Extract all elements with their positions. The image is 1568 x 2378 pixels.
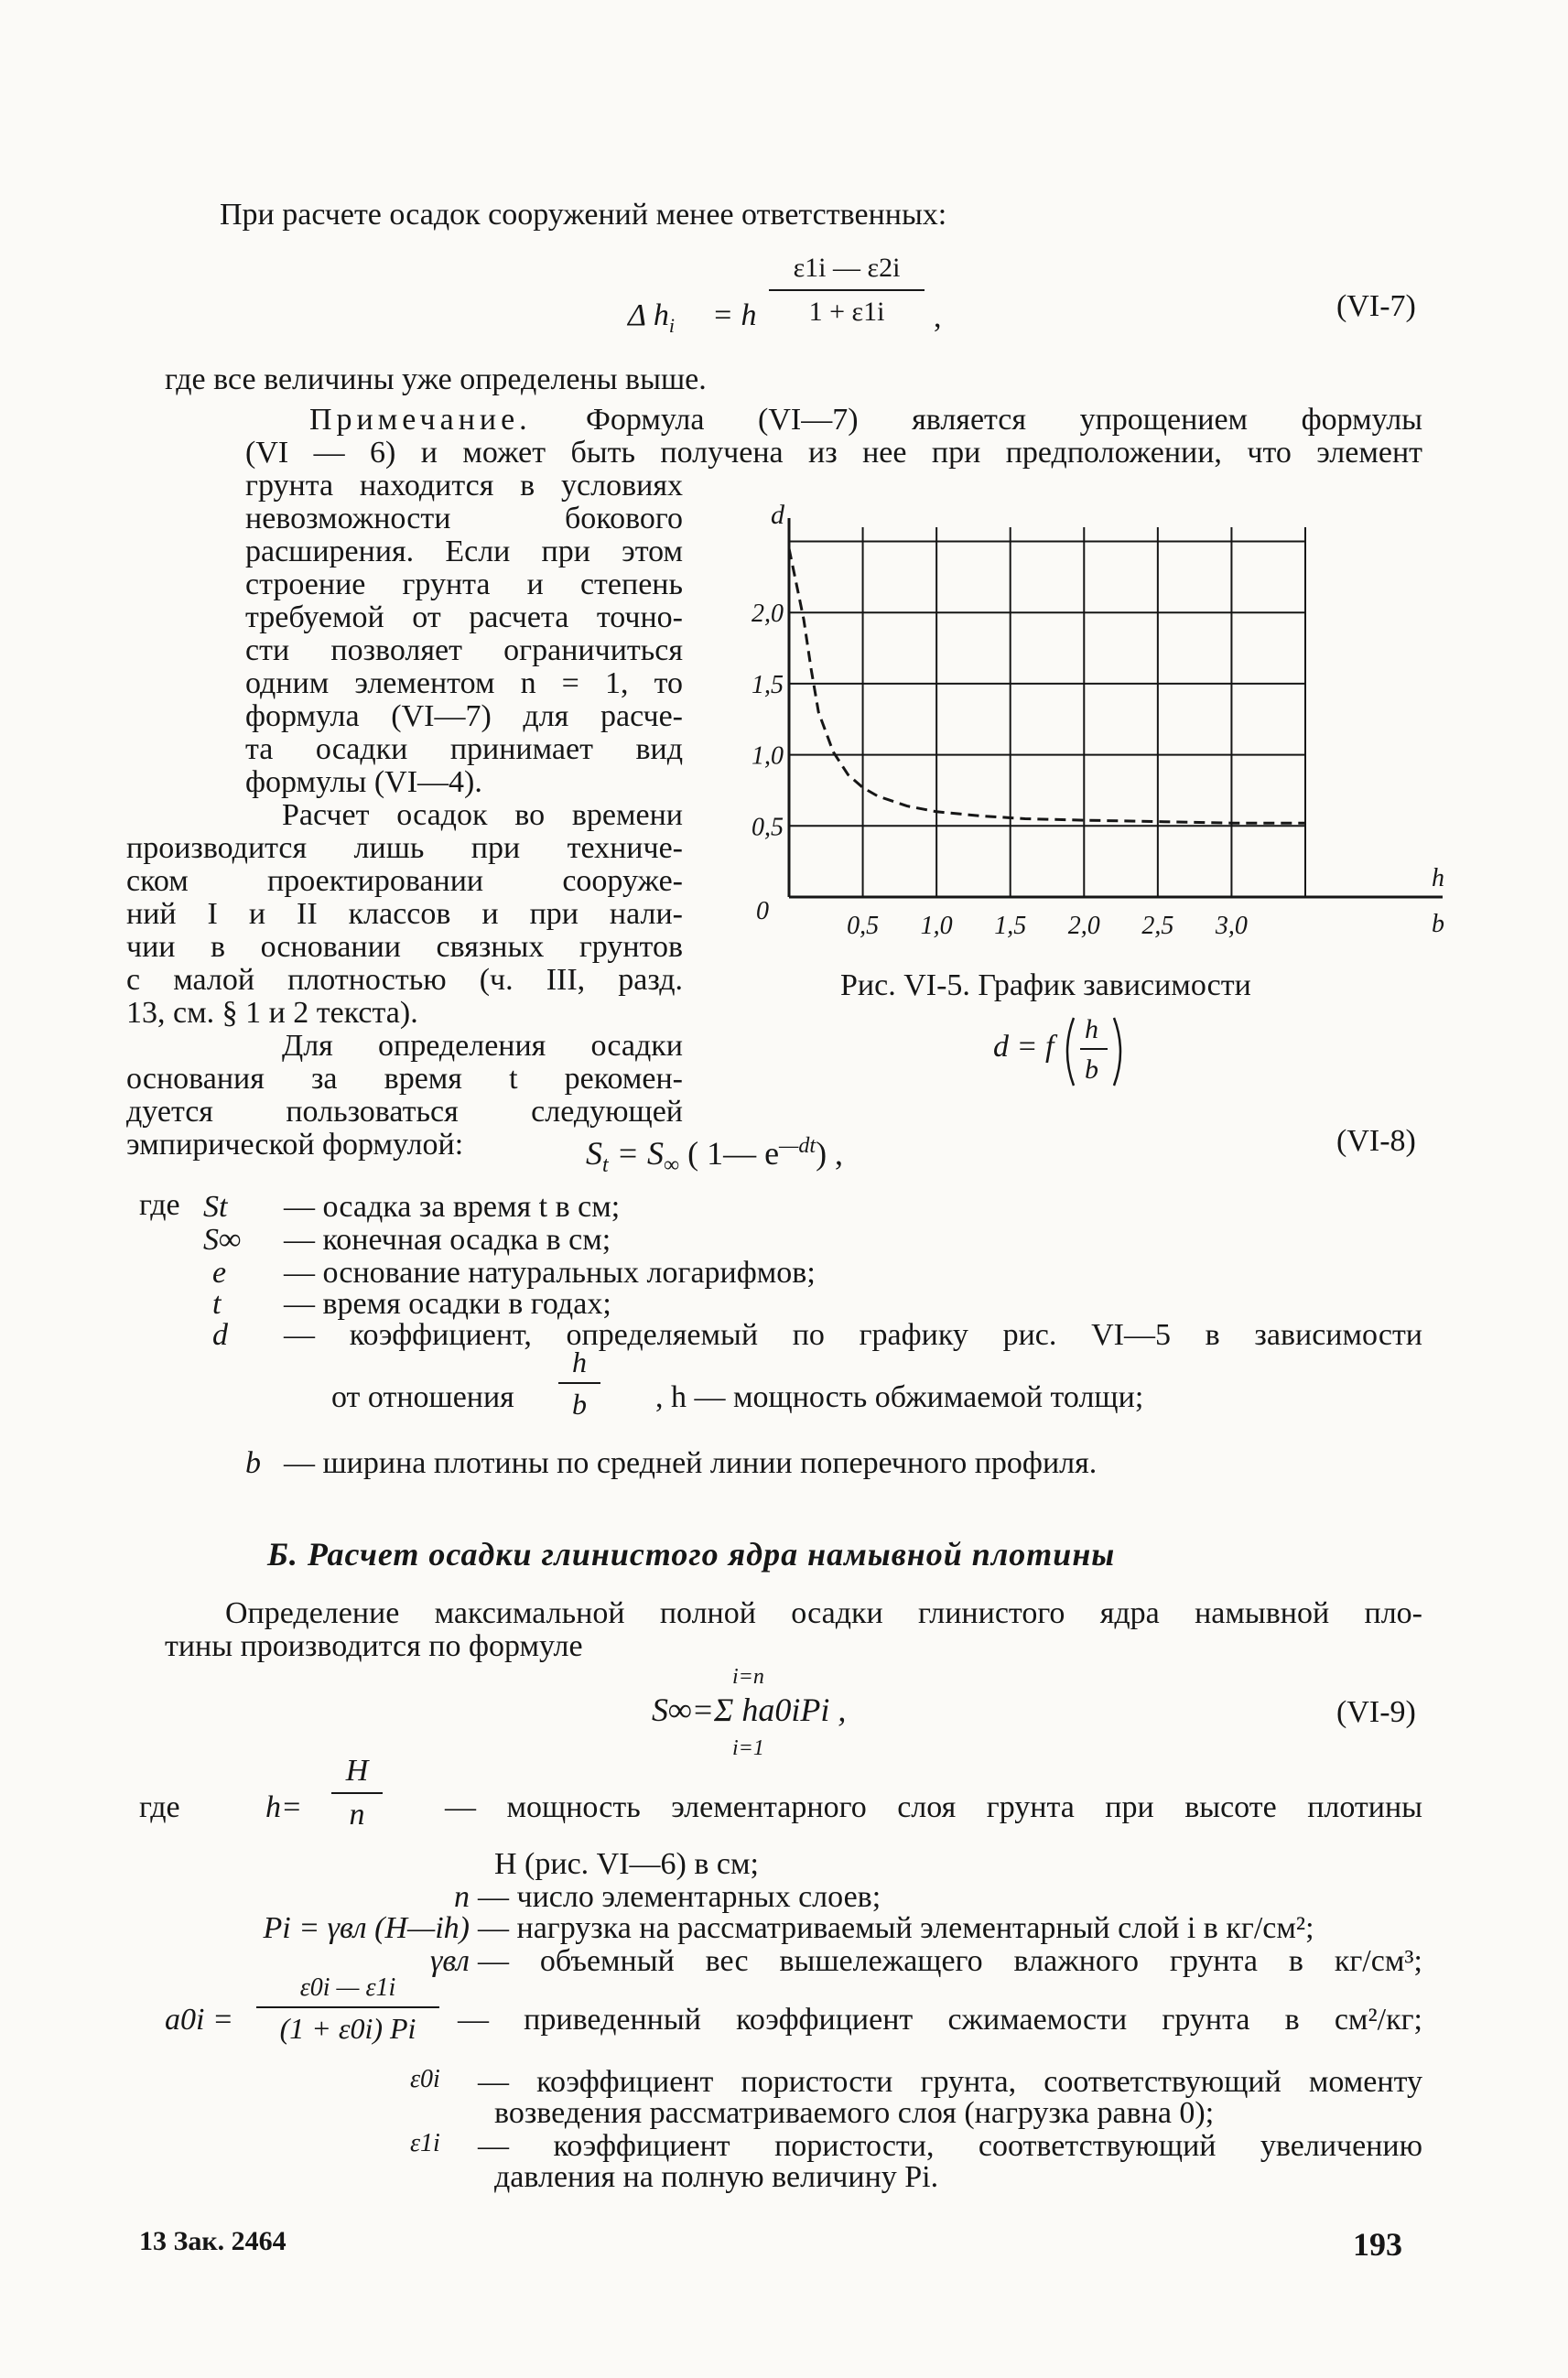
x-tick-label: 2,0 [1067, 912, 1100, 940]
left-line: производится лишь при техниче- [126, 831, 683, 865]
a-fraction [256, 1975, 439, 2043]
left-line: невозможности бокового [245, 502, 683, 535]
left-line: сти позволяет ограничиться [245, 633, 683, 667]
x-axis-label-num: h [1432, 864, 1444, 892]
left-line: чии в основании связных грунтов [126, 930, 683, 964]
h-fraction [331, 1756, 383, 1831]
origin-label: 0 [756, 897, 769, 925]
eps-text: давления на полную величину Pi. [494, 2160, 939, 2194]
left-line: 13, см. § 1 и 2 текста). [126, 996, 418, 1030]
left-column [126, 469, 683, 1162]
h-lhs: h= [265, 1790, 302, 1824]
ratio-num: h [572, 1346, 587, 1378]
left-line: с малой плотностью (ч. III, разд. [126, 963, 683, 997]
left-line: строение грунта и степень [245, 567, 683, 601]
def-text: — коэффициент, определяемый по графику рис. VI—5 в зависимости [284, 1318, 1422, 1352]
x-tick-label: 1,5 [994, 912, 1027, 940]
eps-text: возведения рассматриваемого слоя (нагрузка равна 0); [494, 2096, 1215, 2130]
eq7-comma: , [934, 300, 942, 334]
eq9-bottom: i=1 [732, 1736, 764, 1760]
left-line: Для определения осадки [282, 1029, 683, 1063]
left-line: основания за время t рекомен- [126, 1062, 683, 1096]
y-tick-label: 1,0 [752, 741, 784, 771]
x-tick-label: 0,5 [847, 912, 880, 940]
ratio-den: b [572, 1388, 587, 1421]
eq9-body: S∞=Σ ha0iPi , [652, 1692, 847, 1728]
def-b-symbol: b [245, 1446, 261, 1480]
y-tick-label: 0,5 [752, 813, 784, 842]
left-line: та осадки принимает вид [245, 732, 683, 766]
eq7-fraction [769, 254, 925, 326]
eq9-top: i=n [732, 1665, 764, 1689]
x-axis-label-den: b [1432, 910, 1444, 938]
def9-symbol: γвл [430, 1944, 470, 1978]
eps-text: — коэффициент пористости грунта, соответствующий моменту [478, 2065, 1422, 2099]
h-def-text: — мощность элементарного слоя грунта при высоте плотины [445, 1790, 1422, 1824]
def-symbol: St [203, 1190, 228, 1224]
caption-formula [993, 1001, 1213, 1093]
def-text: — конечная осадка в см; [284, 1223, 611, 1257]
def-symbol: S∞ [203, 1223, 242, 1257]
a-def-text: — приведенный коэффициент сжимаемости грунта в см²/кг; [458, 2003, 1422, 2037]
intro-text: При расчете осадок сооружений менее ответственных: [220, 198, 947, 232]
right-paren-shape [1114, 1018, 1120, 1086]
where-defined: где все величины уже определены выше. [165, 362, 707, 396]
caption-h: h [1085, 1014, 1098, 1044]
y-tick-label: 1,5 [752, 670, 784, 699]
ratio-pre: от отношения [331, 1380, 514, 1414]
h-num: H [345, 1754, 369, 1788]
page-number: 193 [1353, 2226, 1402, 2263]
left-line: дуется пользоваться следующей [126, 1095, 683, 1129]
def9-text: — число элементарных слоев; [478, 1880, 881, 1914]
def-symbol: d [212, 1318, 228, 1352]
caption-b: b [1085, 1054, 1098, 1085]
def9-text: — нагрузка на рассматриваемый элементарный слой i в кг/см²; [478, 1911, 1314, 1945]
eq8-body: $S_t = S_\infty$ ( 1— $e^{—dt}$) , [586, 1134, 844, 1178]
x-tick-label: 1,0 [920, 912, 953, 940]
x-tick-label: 2,5 [1141, 912, 1174, 940]
a-num: ε0i — ε1i [299, 1973, 396, 2002]
h-den: n [349, 1798, 365, 1832]
y-axis-label: d [771, 500, 784, 530]
left-line: эмпирической формулой: [126, 1128, 464, 1162]
section-title: Б. Расчет осадки глинистого ядра намывной плотины [267, 1536, 1116, 1573]
def-text: — осадка за время t в см; [284, 1190, 621, 1224]
def-text: — основание натуральных логарифмов; [284, 1256, 816, 1290]
def-text: — время осадки в годах; [284, 1287, 611, 1321]
x-tick-label: 3,0 [1215, 912, 1248, 940]
series-line-d [789, 548, 1305, 823]
def-symbol: t [212, 1287, 222, 1321]
note-first-line: Формула (VI—7) является упрощением формулы [586, 403, 1422, 437]
def9-symbol: n [454, 1880, 470, 1914]
left-paren-shape [1067, 1018, 1074, 1086]
left-line: формула (VI—7) для расче- [245, 699, 683, 733]
eq7-eq: = h [712, 298, 757, 332]
eps-symbol: ε1i [410, 2129, 440, 2157]
chart-figure [732, 494, 1444, 970]
left-line: расширения. Если при этом [245, 535, 683, 568]
eq9-number: (VI-9) [1336, 1695, 1416, 1729]
eq8-number: (VI-8) [1336, 1124, 1416, 1158]
footer-left: 13 Зак. 2464 [139, 2226, 287, 2256]
caption-formula-lhs: d = f [993, 1030, 1054, 1064]
left-line: Расчет осадок во времени [282, 798, 683, 832]
a-den: (1 + ε0i) Pi [279, 2012, 416, 2045]
ratio-fraction [558, 1347, 600, 1419]
eq7-number: (VI-7) [1336, 289, 1416, 323]
note-label: Примечание. [309, 403, 532, 437]
left-line: одним элементом n = 1, то [245, 666, 683, 700]
eq7-numerator: ε1i — ε2i [793, 253, 901, 283]
h-def-cont: H (рис. VI—6) в см; [494, 1847, 759, 1881]
eq7-lhs: Δ $h_i$ [628, 298, 675, 337]
left-line: формулы (VI—4). [245, 765, 482, 799]
section-paragraph: Определение максимальной полной осадки глинистого ядра намывной пло- [225, 1596, 1422, 1630]
def9-text: — объемный вес вышележащего влажного грунта в кг/см³; [478, 1944, 1422, 1978]
h-where: где [139, 1790, 180, 1824]
eps-symbol: ε0i [410, 2065, 440, 2093]
chart-caption: Рис. VI-5. График зависимости [840, 968, 1251, 1002]
y-tick-label: 2,0 [752, 600, 784, 629]
eq7-denominator: 1 + ε1i [808, 297, 885, 327]
ratio-post: , h — мощность обжимаемой толщи; [655, 1380, 1144, 1414]
where-label: где [139, 1188, 180, 1222]
left-line: ском проектировании сооруже- [126, 864, 683, 898]
section-paragraph-cont: тины производится по формуле [165, 1629, 583, 1663]
def-b-text: — ширина плотины по средней линии поперечного профиля. [284, 1446, 1098, 1480]
a-lhs: a0i = [165, 2003, 233, 2037]
left-line: требуемой от расчета точно- [245, 600, 683, 634]
def-symbol: e [212, 1256, 227, 1290]
left-line: ний I и II классов и при нали- [126, 897, 683, 931]
left-line: грунта находится в условиях [245, 469, 683, 503]
note-second-line: (VI — 6) и может быть получена из нее при предположении, что элемент [245, 436, 1422, 470]
def9-symbol: Pi = γвл (H—ih) [263, 1911, 470, 1945]
eps-text: — коэффициент пористости, соответствующий увеличению [478, 2129, 1422, 2163]
